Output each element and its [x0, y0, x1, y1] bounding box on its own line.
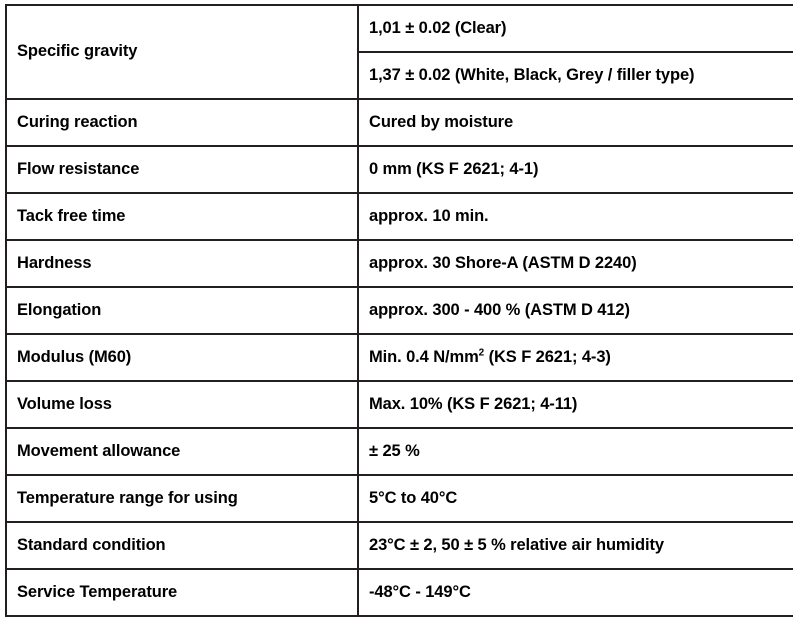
table-row — [6, 381, 793, 428]
table-row — [6, 522, 793, 569]
table-row — [6, 334, 793, 381]
spec-label: Movement allowance — [6, 428, 358, 475]
spec-label: Curing reaction — [6, 99, 358, 146]
spec-label: Elongation — [6, 287, 358, 334]
table-row — [6, 240, 793, 287]
table-row — [6, 475, 793, 522]
spec-value: 0 mm (KS F 2621; 4-1) — [358, 146, 793, 193]
spec-value-post: (KS F 2621; 4-3) — [484, 347, 611, 366]
specification-table — [5, 4, 793, 617]
spec-value: Cured by moisture — [358, 99, 793, 146]
table-row — [6, 146, 793, 193]
spec-label: Specific gravity — [6, 5, 358, 99]
table-row — [6, 5, 793, 52]
table-row — [6, 287, 793, 334]
spec-value: ± 25 % — [358, 428, 793, 475]
table-row — [6, 193, 793, 240]
spec-value: 23°C ± 2, 50 ± 5 % relative air humidity — [358, 522, 793, 569]
spec-value: -48°C - 149°C — [358, 569, 793, 616]
spec-label: Tack free time — [6, 193, 358, 240]
spec-label: Hardness — [6, 240, 358, 287]
spec-value: 1,01 ± 0.02 (Clear) — [358, 5, 793, 52]
spec-value: approx. 300 - 400 % (ASTM D 412) — [358, 287, 793, 334]
spec-label: Modulus (M60) — [6, 334, 358, 381]
spec-value — [358, 334, 793, 381]
spec-value-superscript: 2 — [478, 347, 485, 359]
spec-label: Volume loss — [6, 381, 358, 428]
spec-value: approx. 10 min. — [358, 193, 793, 240]
spec-value: approx. 30 Shore-A (ASTM D 2240) — [358, 240, 793, 287]
spec-label: Temperature range for using — [6, 475, 358, 522]
table-row — [6, 99, 793, 146]
spec-label: Service Temperature — [6, 569, 358, 616]
spec-value: 1,37 ± 0.02 (White, Black, Grey / filler type) — [358, 52, 793, 99]
spec-label: Standard condition — [6, 522, 358, 569]
table-row — [6, 428, 793, 475]
spec-label: Flow resistance — [6, 146, 358, 193]
spec-value: Max. 10% (KS F 2621; 4-11) — [358, 381, 793, 428]
spec-value: 5°C to 40°C — [358, 475, 793, 522]
spec-value-pre: Min. 0.4 N/mm — [369, 347, 479, 366]
table-row — [6, 569, 793, 616]
